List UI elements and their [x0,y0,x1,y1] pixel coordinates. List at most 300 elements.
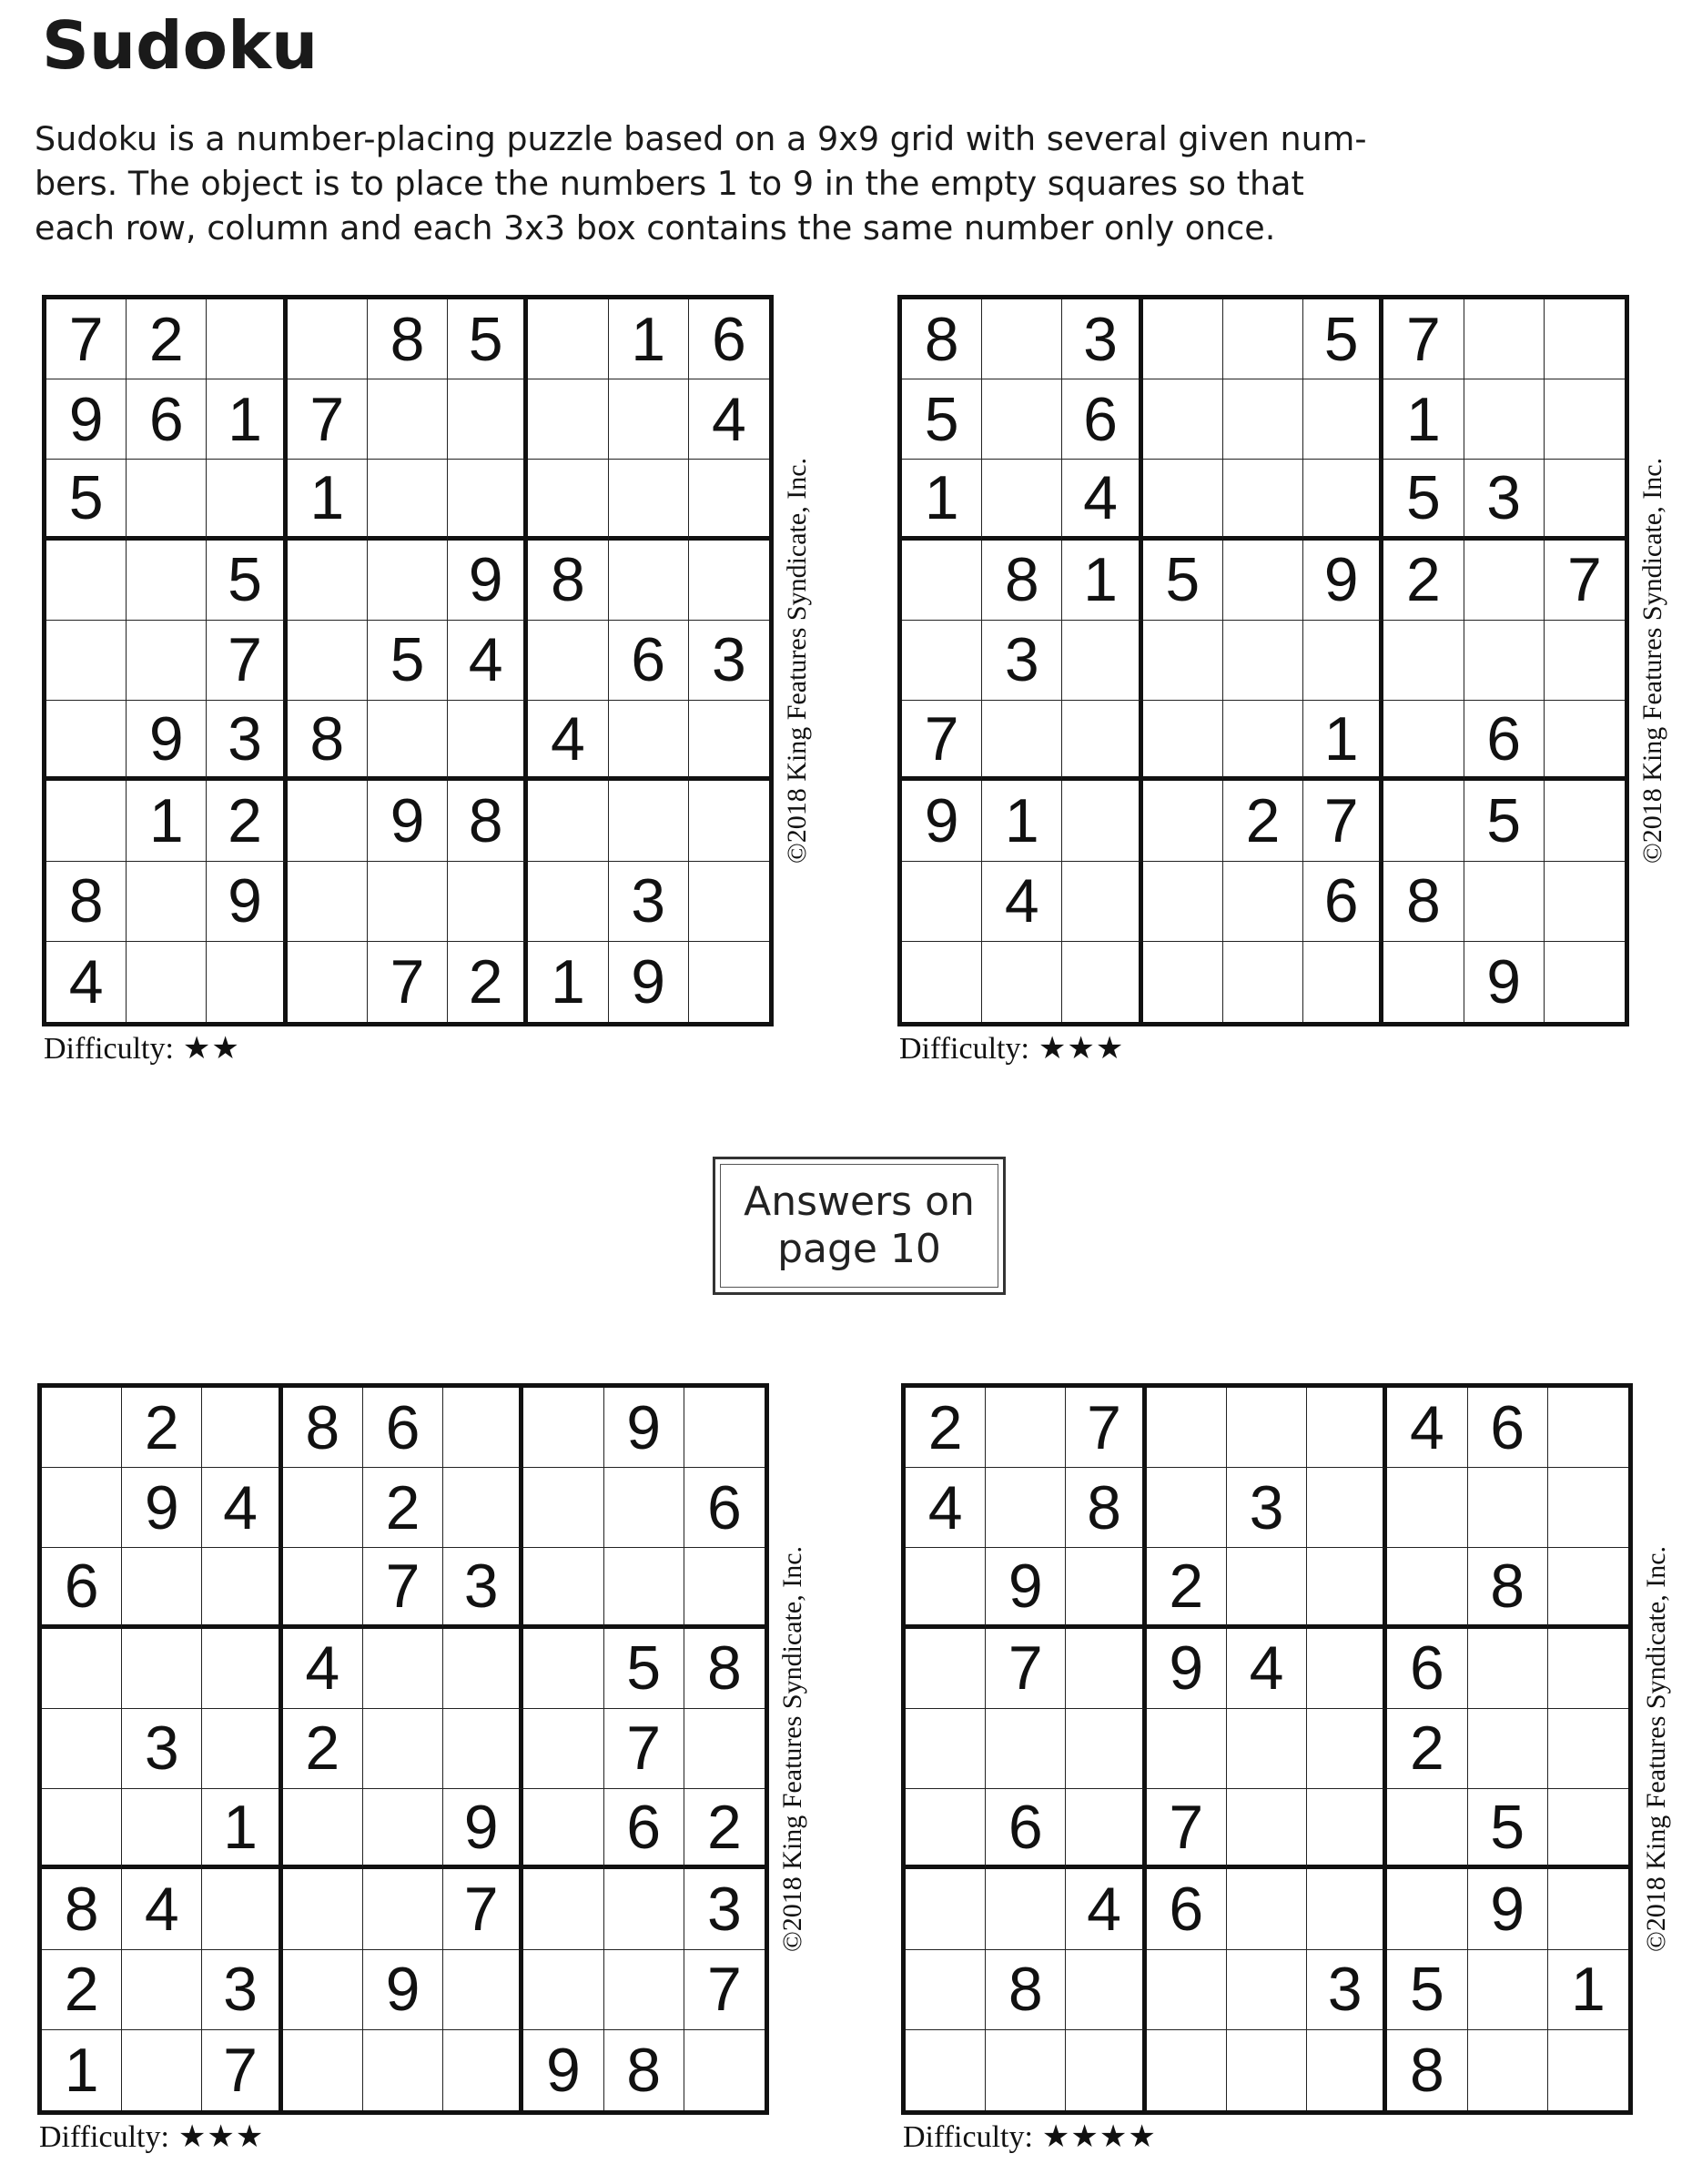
sudoku-cell: 2 [448,942,528,1022]
sudoku-cell: 5 [368,621,448,701]
sudoku-cell[interactable] [1223,942,1303,1022]
sudoku-cell[interactable] [443,2030,523,2110]
sudoku-cell[interactable] [448,862,528,942]
sudoku-cell[interactable] [523,1388,603,1468]
sudoku-cell: 4 [528,701,608,781]
sudoku-cell: 3 [443,1548,523,1628]
sudoku-cell[interactable] [1223,299,1303,379]
sudoku-cell: 2 [684,1789,765,1869]
sudoku-cell[interactable] [906,1789,986,1869]
sudoku-cell[interactable] [1383,701,1464,781]
sudoku-cell[interactable] [363,1869,443,1949]
sudoku-cell[interactable] [986,1709,1066,1789]
sudoku-cell[interactable] [283,1950,363,2030]
sudoku-cell[interactable] [1062,862,1142,942]
sudoku-cell[interactable] [1383,621,1464,701]
sudoku-cell: 2 [1387,1709,1467,1789]
sudoku-cell[interactable] [604,1869,684,1949]
sudoku-cell[interactable] [1468,1709,1548,1789]
sudoku-cell[interactable] [368,862,448,942]
sudoku-cell[interactable] [1387,1789,1467,1869]
instructions-line: bers. The object is to place the numbers 1 to 9 in the empty squares so that [35,164,1304,203]
sudoku-cell[interactable] [1464,621,1545,701]
sudoku-cell: 1 [127,781,207,861]
sudoku-cell[interactable] [689,862,769,942]
sudoku-cell[interactable] [1307,1709,1387,1789]
sudoku-cell[interactable] [1227,2030,1307,2110]
sudoku-cell: 3 [1307,1950,1387,2030]
sudoku-cell[interactable] [1545,781,1625,861]
sudoku-cell: 6 [689,299,769,379]
sudoku-cell[interactable] [127,942,207,1022]
sudoku-cell: 5 [1464,781,1545,861]
sudoku-cell[interactable] [1387,1869,1467,1949]
sudoku-cell[interactable] [523,1789,603,1869]
sudoku-cell[interactable] [1066,2030,1146,2110]
sudoku-cell: 6 [1387,1629,1467,1709]
sudoku-cell[interactable] [122,1548,202,1628]
sudoku-cell[interactable] [1468,1950,1548,2030]
sudoku-cell: 6 [1468,1388,1548,1468]
sudoku-cell: 4 [1066,1869,1146,1949]
sudoku-cell[interactable] [1227,1789,1307,1869]
sudoku-cell[interactable] [684,1548,765,1628]
copyright-text: ©2018 King Features Syndicate, Inc. [777,1545,807,1953]
sudoku-cell[interactable] [1307,1869,1387,1949]
sudoku-cell: 1 [902,460,982,540]
sudoku-cell[interactable] [986,1869,1066,1949]
sudoku-cell[interactable] [982,299,1062,379]
sudoku-cell: 1 [982,781,1062,861]
sudoku-cell[interactable] [902,541,982,621]
sudoku-cell[interactable] [1548,2030,1628,2110]
sudoku-cell[interactable] [1066,1629,1146,1709]
sudoku-cell: 8 [42,1869,122,1949]
sudoku-cell[interactable] [604,1950,684,2030]
sudoku-cell[interactable] [127,541,207,621]
sudoku-cell[interactable] [902,862,982,942]
difficulty-rating [903,2118,1157,2155]
sudoku-cell[interactable] [982,460,1062,540]
sudoku-cell[interactable] [283,1789,363,1869]
difficulty-stars: ★★ [182,1032,240,1066]
sudoku-cell[interactable] [448,379,528,460]
sudoku-cell[interactable] [986,2030,1066,2110]
sudoku-cell[interactable] [604,1468,684,1548]
sudoku-cell[interactable] [1066,1950,1146,2030]
sudoku-cell[interactable] [1545,460,1625,540]
sudoku-cell[interactable] [609,701,689,781]
sudoku-cell[interactable] [127,460,207,540]
sudoku-cell[interactable] [1147,1468,1227,1548]
sudoku-cell[interactable] [122,1789,202,1869]
sudoku-cell[interactable] [1062,781,1142,861]
sudoku-cell[interactable] [1147,1388,1227,1468]
sudoku-cell: 8 [288,701,368,781]
sudoku-cell: 9 [604,1388,684,1468]
sudoku-cell[interactable] [986,1468,1066,1548]
sudoku-cell[interactable] [528,460,608,540]
sudoku-cell[interactable] [1548,1629,1628,1709]
sudoku-cell[interactable] [368,541,448,621]
sudoku-cell[interactable] [689,781,769,861]
sudoku-cell[interactable] [689,460,769,540]
sudoku-cell: 2 [207,781,287,861]
sudoku-cell[interactable] [363,1789,443,1869]
sudoku-cell[interactable] [42,1709,122,1789]
sudoku-cell[interactable] [1223,862,1303,942]
sudoku-cell[interactable] [1227,1548,1307,1628]
sudoku-cell: 4 [982,862,1062,942]
sudoku-cell[interactable] [1143,299,1223,379]
sudoku-cell: 3 [1464,460,1545,540]
sudoku-cell: 3 [1062,299,1142,379]
sudoku-cell[interactable] [288,541,368,621]
sudoku-cell[interactable] [42,1388,122,1468]
sudoku-cell[interactable] [283,2030,363,2110]
sudoku-cell[interactable] [363,1709,443,1789]
answers-note-line: page 10 [777,1226,941,1272]
answers-note-box [713,1157,1006,1295]
sudoku-cell[interactable] [1548,1388,1628,1468]
sudoku-cell[interactable] [1387,1548,1467,1628]
sudoku-cell: 5 [46,460,127,540]
sudoku-cell[interactable] [42,1789,122,1869]
sudoku-cell: 2 [1223,781,1303,861]
sudoku-cell: 7 [1147,1789,1227,1869]
sudoku-cell[interactable] [906,1950,986,2030]
sudoku-cell: 8 [448,781,528,861]
sudoku-cell[interactable] [1303,379,1383,460]
sudoku-cell[interactable] [906,1629,986,1709]
sudoku-cell: 3 [982,621,1062,701]
sudoku-cell[interactable] [443,1388,523,1468]
sudoku-cell: 8 [1468,1548,1548,1628]
sudoku-cell[interactable] [1223,379,1303,460]
sudoku-cell[interactable] [1548,1548,1628,1628]
sudoku-cell[interactable] [288,621,368,701]
sudoku-cell[interactable] [1223,621,1303,701]
sudoku-cell[interactable] [986,1388,1066,1468]
sudoku-cell: 1 [528,942,608,1022]
sudoku-cell[interactable] [689,942,769,1022]
sudoku-cell[interactable] [528,299,608,379]
sudoku-cell: 2 [1383,541,1464,621]
sudoku-cell[interactable] [202,1629,282,1709]
sudoku-cell[interactable] [604,1548,684,1628]
sudoku-cell[interactable] [1464,379,1545,460]
sudoku-cell: 1 [207,379,287,460]
sudoku-cell: 7 [443,1869,523,1949]
sudoku-cell: 7 [368,942,448,1022]
difficulty-label: Difficulty: [903,2120,1033,2154]
sudoku-cell[interactable] [42,1468,122,1548]
sudoku-cell: 8 [368,299,448,379]
difficulty-rating [44,1030,240,1067]
sudoku-cell[interactable] [1548,1869,1628,1949]
sudoku-cell[interactable] [906,1548,986,1628]
sudoku-cell[interactable] [443,1629,523,1709]
sudoku-cell[interactable] [528,379,608,460]
sudoku-cell[interactable] [448,701,528,781]
sudoku-cell[interactable] [1545,299,1625,379]
sudoku-cell[interactable] [528,862,608,942]
sudoku-cell[interactable] [46,541,127,621]
sudoku-cell[interactable] [1468,1468,1548,1548]
sudoku-cell: 5 [1383,460,1464,540]
sudoku-cell: 9 [46,379,127,460]
copyright-text: ©2018 King Features Syndicate, Inc. [782,457,812,864]
sudoku-cell[interactable] [202,1548,282,1628]
sudoku-cell: 4 [689,379,769,460]
sudoku-cell[interactable] [1143,942,1223,1022]
sudoku-cell: 5 [604,1629,684,1709]
sudoku-cell: 7 [1545,541,1625,621]
sudoku-cell[interactable] [1227,1950,1307,2030]
sudoku-cell[interactable] [368,460,448,540]
sudoku-cell: 7 [684,1950,765,2030]
sudoku-cell: 9 [368,781,448,861]
sudoku-cell: 5 [448,299,528,379]
sudoku-cell[interactable] [609,541,689,621]
sudoku-cell[interactable] [1387,1468,1467,1548]
sudoku-cell[interactable] [1303,460,1383,540]
sudoku-cell[interactable] [1307,1388,1387,1468]
sudoku-cell[interactable] [448,460,528,540]
sudoku-cell[interactable] [1307,1789,1387,1869]
sudoku-cell[interactable] [1223,541,1303,621]
sudoku-cell[interactable] [902,942,982,1022]
sudoku-cell[interactable] [46,781,127,861]
sudoku-cell[interactable] [1066,1709,1146,1789]
sudoku-cell[interactable] [1548,1468,1628,1548]
sudoku-cell: 5 [1468,1789,1548,1869]
sudoku-cell: 3 [609,862,689,942]
sudoku-cell[interactable] [1062,701,1142,781]
sudoku-cell[interactable] [523,1548,603,1628]
sudoku-cell[interactable] [609,460,689,540]
sudoku-cell[interactable] [684,2030,765,2110]
sudoku-cell: 1 [42,2030,122,2110]
sudoku-cell: 5 [1387,1950,1467,2030]
sudoku-cell[interactable] [127,862,207,942]
sudoku-cell[interactable] [982,942,1062,1022]
sudoku-cell[interactable] [609,379,689,460]
sudoku-cell[interactable] [1383,781,1464,861]
sudoku-cell: 8 [1383,862,1464,942]
sudoku-cell[interactable] [1545,621,1625,701]
sudoku-cell[interactable] [1548,1789,1628,1869]
sudoku-cell: 7 [1383,299,1464,379]
sudoku-cell: 8 [1387,2030,1467,2110]
sudoku-cell: 2 [122,1388,202,1468]
sudoku-cell[interactable] [283,1869,363,1949]
sudoku-cell[interactable] [443,1709,523,1789]
sudoku-cell: 9 [127,701,207,781]
sudoku-cell[interactable] [1303,942,1383,1022]
sudoku-cell: 6 [986,1789,1066,1869]
sudoku-cell: 3 [122,1709,202,1789]
sudoku-cell: 5 [902,379,982,460]
sudoku-cell: 4 [1227,1629,1307,1709]
sudoku-cell: 2 [127,299,207,379]
sudoku-cell[interactable] [122,1629,202,1709]
difficulty-rating [39,2118,264,2155]
sudoku-cell[interactable] [1464,299,1545,379]
sudoku-cell[interactable] [523,1629,603,1709]
sudoku-cell[interactable] [1147,1709,1227,1789]
sudoku-cell: 6 [1062,379,1142,460]
sudoku-cell[interactable] [1468,1629,1548,1709]
sudoku-cell[interactable] [122,2030,202,2110]
sudoku-cell[interactable] [443,1950,523,2030]
sudoku-cell[interactable] [689,701,769,781]
sudoku-cell[interactable] [609,781,689,861]
sudoku-cell[interactable] [1062,942,1142,1022]
page-title: Sudoku [42,7,319,84]
instructions-line: each row, column and each 3x3 box contains the same number only once. [35,208,1276,248]
sudoku-cell: 9 [523,2030,603,2110]
sudoku-cell: 9 [902,781,982,861]
sudoku-cell[interactable] [1464,541,1545,621]
sudoku-cell: 8 [283,1388,363,1468]
sudoku-cell[interactable] [906,1709,986,1789]
sudoku-cell: 4 [906,1468,986,1548]
sudoku-cell: 5 [1303,299,1383,379]
sudoku-cell: 1 [1548,1950,1628,2030]
sudoku-cell: 6 [42,1548,122,1628]
sudoku-cell: 4 [1062,460,1142,540]
sudoku-cell[interactable] [1223,460,1303,540]
sudoku-cell[interactable] [523,1709,603,1789]
sudoku-cell[interactable] [1066,1548,1146,1628]
sudoku-cell[interactable] [1143,781,1223,861]
sudoku-cell[interactable] [283,1468,363,1548]
sudoku-cell: 8 [1066,1468,1146,1548]
sudoku-cell[interactable] [523,1950,603,2030]
sudoku-cell[interactable] [207,460,287,540]
sudoku-cell[interactable] [1143,701,1223,781]
sudoku-cell[interactable] [46,701,127,781]
sudoku-cell[interactable] [1464,862,1545,942]
copyright-text: ©2018 King Features Syndicate, Inc. [1637,457,1667,864]
sudoku-cell[interactable] [288,942,368,1022]
sudoku-cell[interactable] [368,701,448,781]
sudoku-cell[interactable] [982,379,1062,460]
sudoku-cell[interactable] [1307,2030,1387,2110]
sudoku-cell: 7 [202,2030,282,2110]
sudoku-cell[interactable] [1307,1548,1387,1628]
sudoku-cell[interactable] [1223,701,1303,781]
sudoku-cell[interactable] [1545,701,1625,781]
sudoku-cell: 9 [448,541,528,621]
sudoku-cell: 8 [902,299,982,379]
sudoku-cell[interactable] [1066,1789,1146,1869]
difficulty-stars: ★★★★ [1041,2120,1157,2154]
sudoku-cell: 6 [1464,701,1545,781]
sudoku-cell: 8 [982,541,1062,621]
sudoku-cell[interactable] [288,862,368,942]
sudoku-cell: 1 [609,299,689,379]
sudoku-cell[interactable] [1383,942,1464,1022]
sudoku-cell[interactable] [122,1950,202,2030]
sudoku-cell[interactable] [283,1548,363,1628]
sudoku-cell: 9 [1303,541,1383,621]
sudoku-cell[interactable] [1468,2030,1548,2110]
sudoku-cell: 4 [202,1468,282,1548]
sudoku-cell[interactable] [902,621,982,701]
sudoku-cell[interactable] [202,1388,282,1468]
sudoku-cell[interactable] [1545,942,1625,1022]
sudoku-cell[interactable] [207,299,287,379]
sudoku-cell: 7 [986,1629,1066,1709]
sudoku-cell[interactable] [207,942,287,1022]
sudoku-cell[interactable] [1143,460,1223,540]
sudoku-cell[interactable] [1147,2030,1227,2110]
sudoku-cell: 8 [46,862,127,942]
sudoku-cell[interactable] [1303,621,1383,701]
sudoku-cell: 8 [528,541,608,621]
sudoku-cell[interactable] [906,1869,986,1949]
sudoku-cell[interactable] [684,1388,765,1468]
sudoku-cell[interactable] [528,781,608,861]
sudoku-cell[interactable] [202,1709,282,1789]
sudoku-cell[interactable] [528,621,608,701]
sudoku-cell[interactable] [42,1629,122,1709]
sudoku-cell[interactable] [363,2030,443,2110]
sudoku-cell[interactable] [1307,1629,1387,1709]
sudoku-cell[interactable] [443,1468,523,1548]
sudoku-grid [42,295,774,1026]
sudoku-cell: 7 [604,1709,684,1789]
sudoku-cell[interactable] [202,1869,282,1949]
sudoku-cell[interactable] [982,701,1062,781]
sudoku-cell: 4 [1387,1388,1467,1468]
sudoku-cell[interactable] [1062,621,1142,701]
sudoku-cell[interactable] [288,781,368,861]
sudoku-cell[interactable] [689,541,769,621]
answers-note-line: Answers on [744,1178,975,1225]
sudoku-cell: 7 [207,621,287,701]
sudoku-cell[interactable] [46,621,127,701]
sudoku-cell[interactable] [1143,379,1223,460]
sudoku-cell: 6 [1303,862,1383,942]
sudoku-cell[interactable] [288,299,368,379]
sudoku-cell[interactable] [1143,621,1223,701]
sudoku-cell[interactable] [1545,379,1625,460]
sudoku-cell[interactable] [1227,1709,1307,1789]
sudoku-cell: 6 [609,621,689,701]
sudoku-cell[interactable] [684,1709,765,1789]
sudoku-cell: 1 [1303,701,1383,781]
sudoku-cell[interactable] [1143,862,1223,942]
sudoku-cell: 4 [46,942,127,1022]
sudoku-cell[interactable] [523,1869,603,1949]
sudoku-cell[interactable] [1227,1388,1307,1468]
sudoku-cell[interactable] [127,621,207,701]
sudoku-cell: 9 [1464,942,1545,1022]
sudoku-cell[interactable] [1307,1468,1387,1548]
sudoku-cell[interactable] [1147,1950,1227,2030]
sudoku-cell[interactable] [523,1468,603,1548]
sudoku-cell[interactable] [1548,1709,1628,1789]
sudoku-cell[interactable] [1545,862,1625,942]
sudoku-cell[interactable] [368,379,448,460]
sudoku-cell[interactable] [363,1629,443,1709]
sudoku-cell[interactable] [906,2030,986,2110]
sudoku-cell[interactable] [1227,1869,1307,1949]
sudoku-cell: 6 [127,379,207,460]
